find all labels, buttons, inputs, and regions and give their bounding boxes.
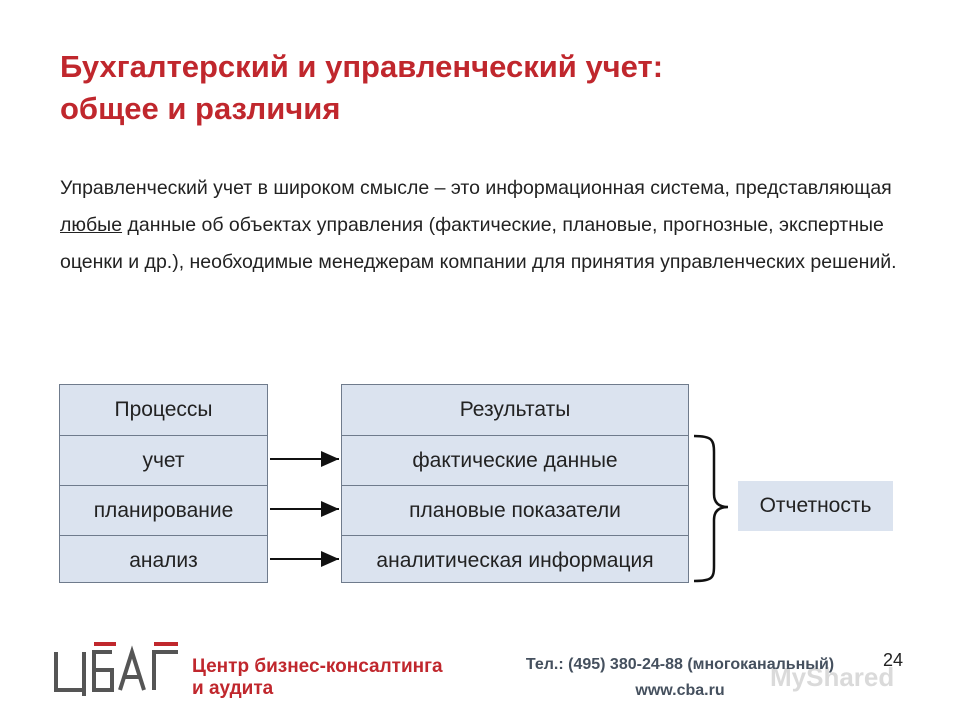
paragraph-text-end: данные об объектах управления (фактические, плановые, прогнозные, экспертные оценки и др.), необходимые менеджерам компании для принятия управленческих решений. [60,214,897,273]
curly-brace [694,436,728,581]
logo-line-2: и аудита [192,678,274,699]
reporting-box: Отчетность [738,481,893,531]
title-line-2: общее и различия [60,91,341,126]
process-item-analysis: анализ [60,535,267,586]
process-item-accounting: учет [60,435,267,486]
website-link[interactable]: www.cba.ru [635,682,725,699]
paragraph-underlined-word: любые [60,214,123,236]
phone-number: Тел.: (495) 380-24-88 (многоканальный) [525,656,835,673]
cba-logo-icon [50,640,190,698]
logo-caption [192,656,443,700]
logo-line-1: Центр бизнес-консалтинга [192,656,443,677]
result-item-analytics: аналитическая информация [342,535,688,586]
processes-header: Процессы [114,398,213,421]
process-item-planning: планирование [60,485,267,536]
paragraph-text-start: Управленческий учет в широком смысле – это информационная система, представляющая [60,177,892,199]
result-item-actual-data: фактические данные [342,435,688,486]
page-number: 24 [883,650,904,670]
results-header: Результаты [459,398,571,421]
result-item-plan-indicators: плановые показатели [342,485,688,536]
contact-info [470,652,890,704]
watermark: MyShared [770,662,895,692]
title-line-1: Бухгалтерский и управленческий учет: [60,49,664,84]
